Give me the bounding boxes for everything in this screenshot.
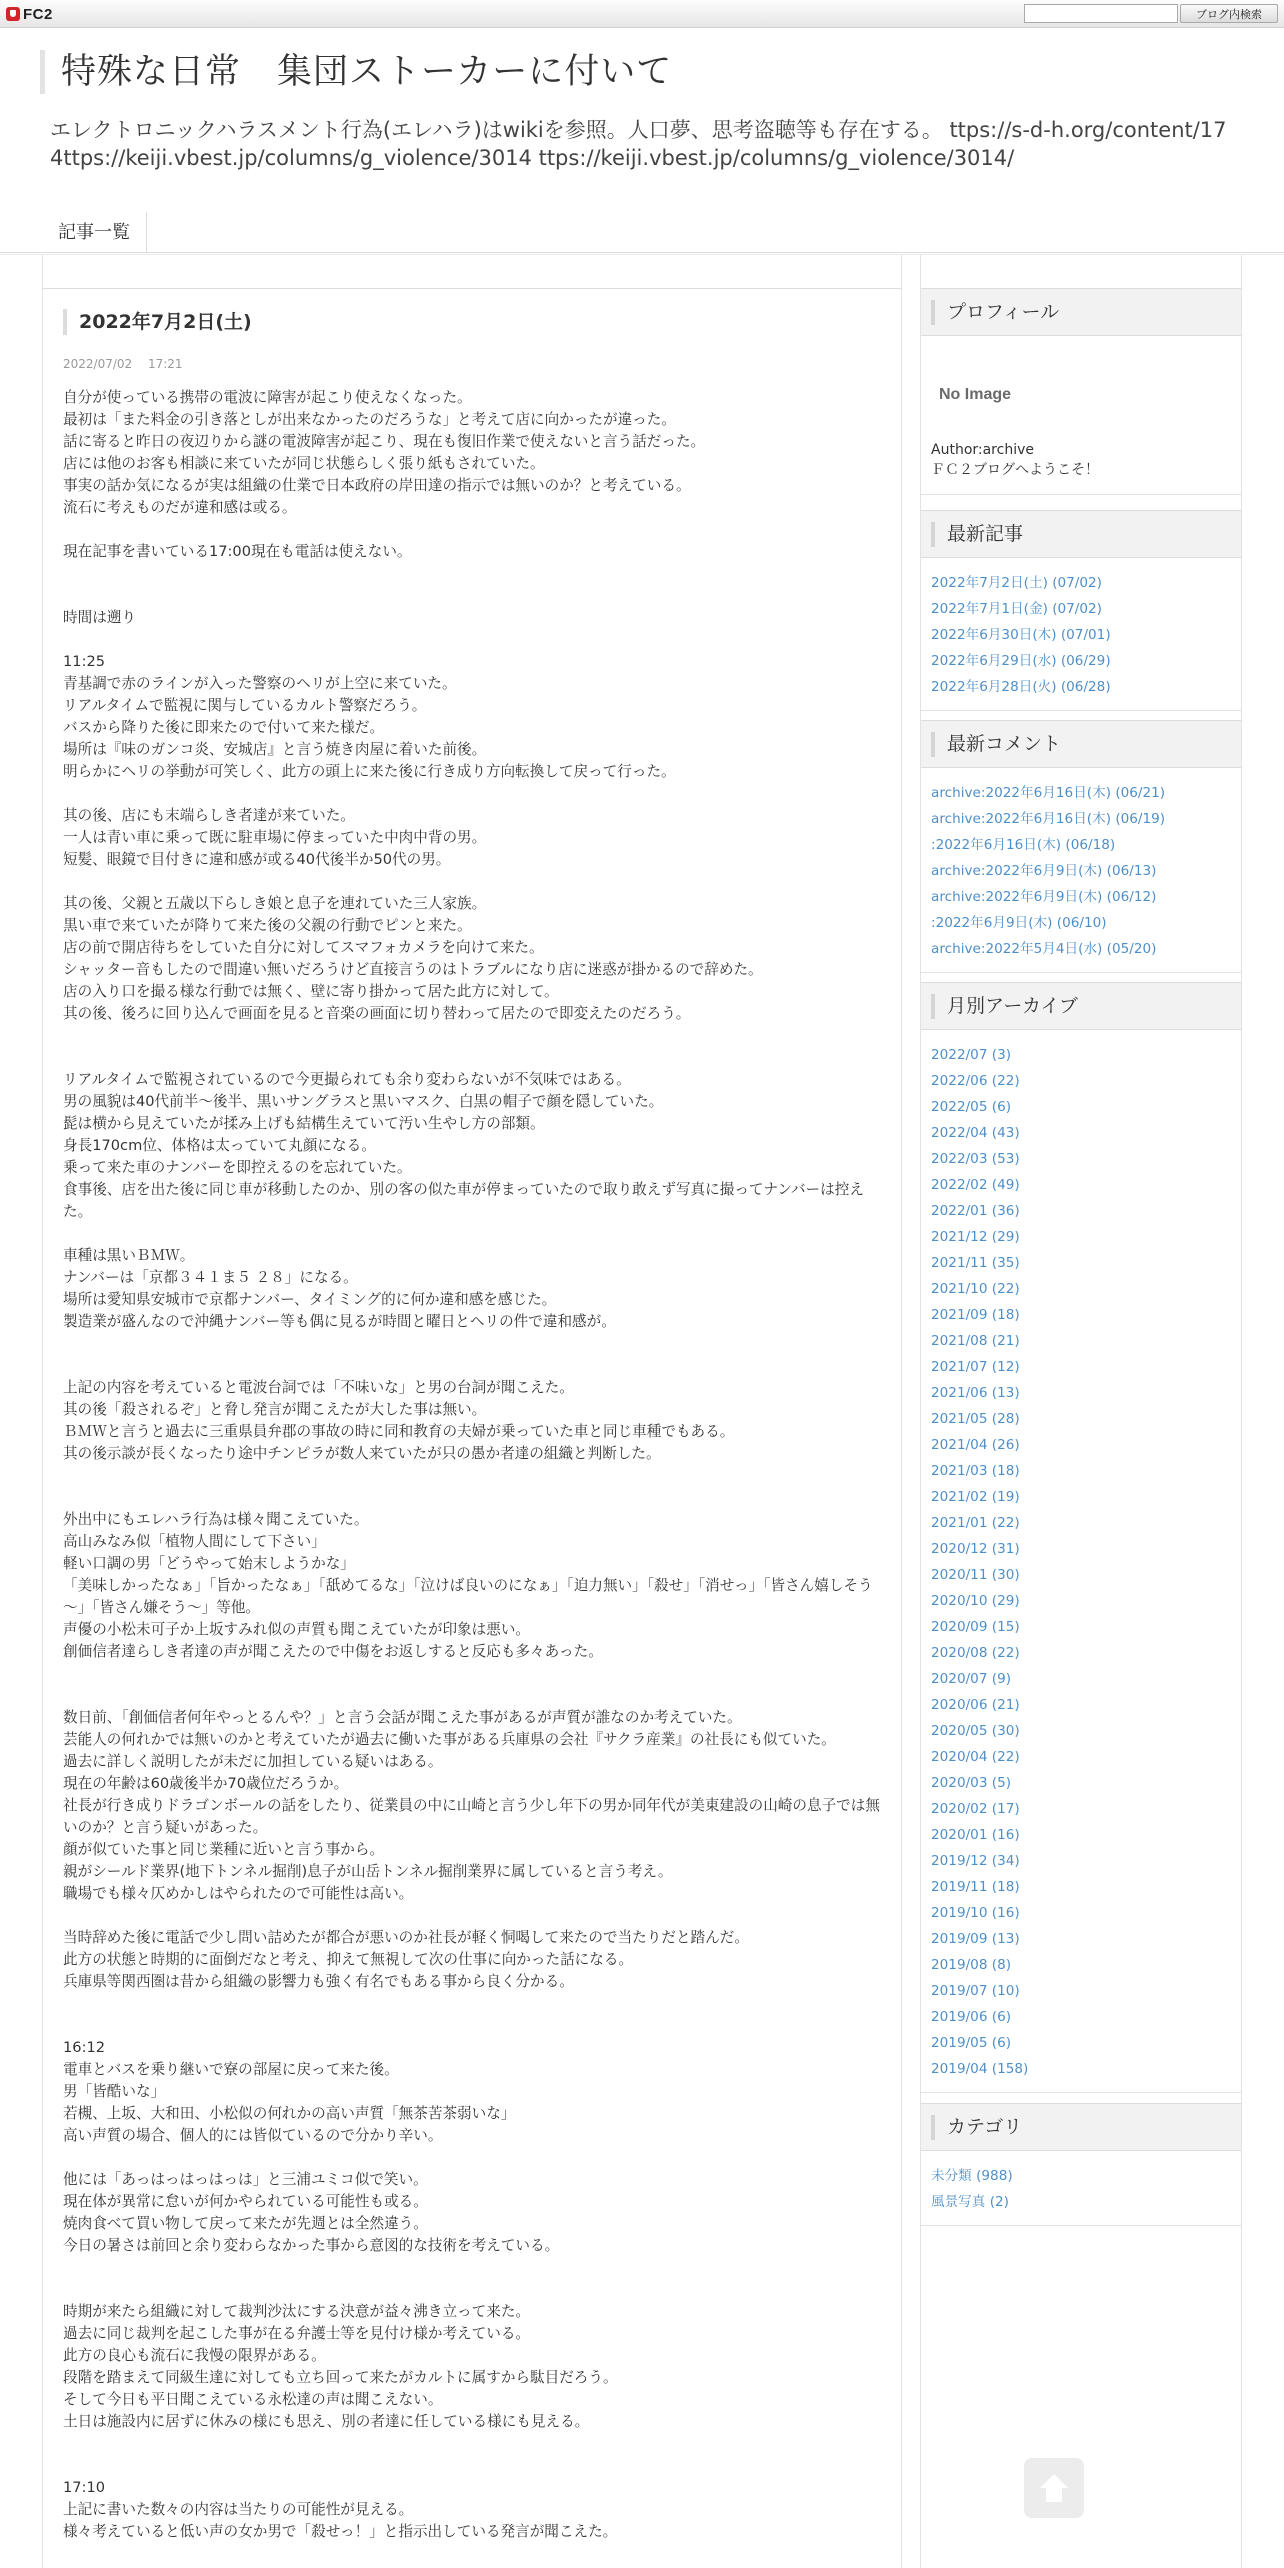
- entry-line: 過去に同じ裁判を起こした事が在る弁護士等を見付け様か考えている。: [63, 2325, 531, 2342]
- entry-line: [63, 2257, 883, 2279]
- archive-month-link[interactable]: 2022/07 (3): [931, 1047, 1012, 1063]
- entry-line: 親がシールド業界(地下トンネル掘削)息子が山岳トンネル掘削業界に属していると言う考え。: [63, 1863, 673, 1880]
- entry-line: 時期が来たら組織に対して裁判沙汰にする決意が益々沸き立って来た。: [63, 2303, 531, 2320]
- category-list: [921, 2151, 1241, 2225]
- entry-line: リアルタイムで監視されているので今更撮られても余り変わらないが不気味ではある。: [63, 1071, 631, 1088]
- entry-line: [63, 2015, 883, 2037]
- recent-comment-link[interactable]: archive:2022年5月4日(水) (05/20): [931, 941, 1157, 957]
- entry-line: 其の後、店にも末端らしき者達が来ていた。: [63, 807, 355, 824]
- archive-month-link[interactable]: 2022/05 (6): [931, 1099, 1012, 1115]
- entry-line: そして今日も平日聞こえている永松達の声は聞こえない。: [63, 2391, 443, 2408]
- archive-month-link[interactable]: 2020/01 (16): [931, 1827, 1020, 1843]
- blog-entry: [43, 288, 901, 2568]
- entry-line: 軽い口調の男「どうやって始末しようかな」: [63, 1555, 355, 1572]
- archive-month-link[interactable]: 2019/06 (6): [931, 2009, 1012, 2025]
- entry-line: [63, 1333, 883, 1355]
- entry-line: 高い声質の場合、個人的には皆似ているので分かり辛い。: [63, 2127, 443, 2144]
- entry-line: 其の後示談が長くなったり途中チンピラが数人来ていたが只の愚か者達の組織と判断した。: [63, 1445, 661, 1462]
- archive-month-link[interactable]: 2020/02 (17): [931, 1801, 1020, 1817]
- entry-line: [63, 783, 883, 805]
- entry-line: 店には他のお客も相談に来ていたが同じ状態らしく張り紙もされていた。: [63, 455, 545, 472]
- entry-line: 短髪、眼鏡で目付きに違和感が或る40代後半か50代の男。: [63, 851, 451, 868]
- entry-line: 焼肉食べて買い物して戻って来たが先週とは全然違う。: [63, 2215, 428, 2232]
- entry-line: [63, 2147, 883, 2169]
- entry-line: 此方の状態と時期的に面倒だなと考え、抑えて無視して次の仕事に向かった話になる。: [63, 1951, 634, 1968]
- entry-line: 身長170cm位、体格は太っていて丸顔になる。: [63, 1137, 376, 1154]
- entry-line: 明らかにヘリの挙動が可笑しく、此方の頭上に来た後に行き成り方向転換して戻って行った。: [63, 763, 676, 780]
- archive-month-link[interactable]: 2022/04 (43): [931, 1125, 1020, 1141]
- entry-line: [63, 1905, 883, 1927]
- entry-line: 16:12: [63, 2039, 106, 2056]
- entry-line: 食事後、店を出た後に同じ車が移動したのか、別の客の似た車が停まっていたので取り敢えず写真に撮ってナンバーは控えた。: [63, 1181, 864, 1220]
- entry-line: 芸能人の何れかでは無いのかと考えていたが過去に働いた事がある兵庫県の会社『サクラ産業』の社長にも似ていた。: [63, 1731, 836, 1748]
- entry-line: バスから降りた後に即来たので付いて来た様だ。: [63, 719, 385, 736]
- fc2-logo-text: FC2: [23, 5, 53, 23]
- entry-line: 店の入り口を撮る様な行動では無く、壁に寄り掛かって居た此方に対して。: [63, 983, 559, 1000]
- archive-month-link[interactable]: 2019/08 (8): [931, 1957, 1012, 1973]
- entry-line: 流石に考えものだが違和感は或る。: [63, 499, 297, 516]
- recent-comments-list: [921, 768, 1241, 972]
- entry-line: 製造業が盛んなので沖縄ナンバー等も偶に見るが時間と曜日とヘリの件で違和感が。: [63, 1313, 616, 1330]
- entry-line: 声優の小松未可子か上坂すみれ似の声質も聞こえていたが印象は悪い。: [63, 1621, 531, 1638]
- recent-comments-plugin: [921, 720, 1241, 973]
- entry-line: 一人は青い車に乗って既に駐車場に停まっていた中肉中背の男。: [63, 829, 487, 846]
- arrow-up-icon: [1034, 2468, 1074, 2508]
- entry-line: 車種は黒いＢＭＷ。: [63, 1247, 195, 1264]
- entry-line: 現在の年齢は60歳後半か70歳位だろうか。: [63, 1775, 349, 1792]
- archive-month-link[interactable]: 2021/12 (29): [931, 1229, 1020, 1245]
- monthly-archive-heading-bar: [921, 982, 1241, 1030]
- fc2-logo-icon: [6, 7, 20, 21]
- recent-entries-list: [921, 558, 1241, 710]
- scroll-to-top-button[interactable]: [1024, 2458, 1084, 2518]
- category-link[interactable]: 未分類 (988): [931, 2168, 1013, 2184]
- archive-month-link[interactable]: 2022/03 (53): [931, 1151, 1020, 1167]
- archive-month-link[interactable]: 2020/04 (22): [931, 1749, 1020, 1765]
- entry-line: 今日の暑さは前回と余り変わらなかった事から意図的な技術を考えている。: [63, 2237, 560, 2254]
- entry-date: 2022/07/02 17:21: [63, 357, 183, 371]
- global-nav: [42, 212, 147, 252]
- entry-line: [63, 1047, 883, 1069]
- archive-month-link[interactable]: 2021/04 (26): [931, 1437, 1020, 1453]
- entry-line: [63, 1993, 883, 2015]
- archive-month-link[interactable]: 2020/11 (30): [931, 1567, 1020, 1583]
- archive-month-link[interactable]: 2022/02 (49): [931, 1177, 1020, 1193]
- entry-line: 顔が似ていた事と同じ業種に近いと言う事から。: [63, 1841, 385, 1858]
- category-heading-bar: [921, 2103, 1241, 2151]
- entry-line: 自分が使っている携帯の電波に障害が起こり使えなくなった。: [63, 389, 472, 406]
- entry-line: 話に寄ると昨日の夜辺りから謎の電波障害が起こり、現在も復旧作業で使えないと言う話だった。: [63, 433, 706, 450]
- archive-month-link[interactable]: 2020/08 (22): [931, 1645, 1020, 1661]
- entry-line: 男「皆酷いな」: [63, 2083, 166, 2100]
- blog-search-input[interactable]: [1024, 4, 1178, 23]
- entry-line: 数日前、「創価信者何年やっとるんや？」と言う会話が聞こえた事があるが声質が誰なのか考えていた。: [63, 1709, 742, 1726]
- entry-line: 黒い車で来ていたが降りて来た後の父親の行動でピンと来た。: [63, 917, 472, 934]
- entry-line: 時間は遡り: [63, 609, 136, 626]
- recent-comments-heading-bar: [921, 720, 1241, 768]
- entry-line: 過去に詳しく説明したが未だに加担している疑いはある。: [63, 1753, 443, 1770]
- entry-line: [63, 585, 883, 607]
- entry-line: 現在記事を書いている17:00現在も電話は使えない。: [63, 543, 412, 560]
- entry-line: [63, 2455, 883, 2477]
- profile-noimage: No Image: [939, 386, 1012, 403]
- archive-month-link[interactable]: 2021/08 (21): [931, 1333, 1020, 1349]
- blog-title[interactable]: 特殊な日常 集団ストーカーに付いて: [40, 50, 672, 94]
- archive-month-link[interactable]: 2020/06 (21): [931, 1697, 1020, 1713]
- archive-month-link[interactable]: 2019/11 (18): [931, 1879, 1020, 1895]
- archive-month-link[interactable]: 2020/07 (9): [931, 1671, 1012, 1687]
- recent-entry-link[interactable]: 2022年6月28日(火) (06/28): [931, 679, 1111, 695]
- entry-line: 土日は施設内に居ずに休みの様にも思え、別の者達に任している様にも見える。: [63, 2413, 590, 2430]
- entry-line: 事実の話か気になるが実は組織の仕業で日本政府の岸田達の指示では無いのか？と考えている。: [63, 477, 691, 494]
- entry-body: [63, 387, 883, 2543]
- entry-line: [63, 563, 883, 585]
- nav-item-article-list[interactable]: 記事一覧: [42, 212, 147, 252]
- archive-month-link[interactable]: 2021/07 (12): [931, 1359, 1020, 1375]
- entry-line: [63, 1355, 883, 1377]
- archive-month-link[interactable]: 2021/11 (35): [931, 1255, 1020, 1271]
- recent-entry-link[interactable]: 2022年6月29日(水) (06/29): [931, 653, 1111, 669]
- recent-comment-link[interactable]: archive:2022年6月9日(木) (06/13): [931, 863, 1157, 879]
- entry-line: [63, 1025, 883, 1047]
- entry-line: 其の後、後ろに回り込んで画面を見ると音楽の画面に切り替わって居たので即変えたのだろう。: [63, 1005, 691, 1022]
- entry-line: 創価信者達らしき者達の声が聞こえたので中傷をお返しすると反応も多々あった。: [63, 1643, 603, 1660]
- profile-heading: プロフィール: [931, 300, 1059, 325]
- entry-line: リアルタイムで監視に関与しているカルト警察だろう。: [63, 697, 427, 714]
- recent-entries-heading-bar: [921, 510, 1241, 558]
- entry-line: 外出中にもエレハラ行為は様々聞こえていた。: [63, 1511, 369, 1528]
- recent-comment-link[interactable]: :2022年6月9日(木) (06/10): [931, 915, 1107, 931]
- entry-line: 段階を踏まえて同級生達に対しても立ち回って来たがカルトに属すから駄目だろう。: [63, 2369, 618, 2386]
- blog-description: エレクトロニックハラスメント行為(エレハラ)はwikiを参照。人口夢、思考盗聴等も存在する。 ttps://s-d-h.org/content/174ttps://keiji.vbest.jp/columns/g_violence/3014 ttps://keiji.vbest.jp/columns/g_violence/3014/: [50, 118, 1227, 170]
- archive-month-link[interactable]: 2021/09 (18): [931, 1307, 1020, 1323]
- monthly-archive-heading: 月別アーカイブ: [931, 994, 1078, 1019]
- entry-line: 上記の内容を考えていると電波台詞では「不味いな」と男の台詞が聞こえた。: [63, 1379, 574, 1396]
- category-plugin: [921, 2103, 1241, 2226]
- entry-line: [63, 1685, 883, 1707]
- monthly-archive-list: [921, 1030, 1241, 2092]
- entry-line: 其の後、父親と五歳以下らしき娘と息子を連れていた三人家族。: [63, 895, 487, 912]
- archive-month-link[interactable]: 2021/10 (22): [931, 1281, 1020, 1297]
- archive-month-link[interactable]: 2020/05 (30): [931, 1723, 1020, 1739]
- recent-comment-link[interactable]: :2022年6月16日(木) (06/18): [931, 837, 1116, 853]
- recent-entry-link[interactable]: 2022年7月2日(土) (07/02): [931, 575, 1102, 591]
- entry-line: [63, 2433, 883, 2455]
- archive-month-link[interactable]: 2019/12 (34): [931, 1853, 1020, 1869]
- recent-entry-link[interactable]: 2022年7月1日(金) (07/02): [931, 601, 1102, 617]
- entry-line: 上記に書いた数々の内容は当たりの可能性が見える。: [63, 2501, 414, 2518]
- archive-month-link[interactable]: 2019/10 (16): [931, 1905, 1020, 1921]
- entry-line: ＢＭＷと言うと過去に三重県員弁郡の事故の時に同和教育の夫婦が乗っていた車と同じ車種でもある。: [63, 1423, 735, 1440]
- archive-month-link[interactable]: 2019/09 (13): [931, 1931, 1020, 1947]
- entry-line: 最初は「また料金の引き落としが出来なかったのだろうな」と考えて店に向かったが違った。: [63, 411, 676, 428]
- blog-search-button[interactable]: ブログ内検索: [1180, 4, 1278, 23]
- profile-author: Author:archive: [931, 442, 1034, 458]
- sidebar: [920, 255, 1242, 2568]
- entry-title[interactable]: 2022年7月2日(土): [63, 309, 252, 335]
- entry-line: 男の風貌は40代前半～後半、黒いサングラスと黒いマスク、白黒の帽子で顔を隠していた。: [63, 1093, 664, 1110]
- entry-line: 店の前で開店待ちをしていた自分に対してスマフォカメラを向けて来た。: [63, 939, 544, 956]
- fc2-header-bar: [0, 0, 1284, 28]
- entry-line: 其の後「殺されるぞ」と脅し発言が聞こえたが大した事は無い。: [63, 1401, 487, 1418]
- entry-line: 場所は愛知県安城市で京都ナンバー、タイミング的に何か違和感を感じた。: [63, 1291, 557, 1308]
- entry-line: 当時辞めた後に電話で少し問い詰めたが都合が悪いのか社長が軽く恫喝して来たので当たりだと踏んだ。: [63, 1929, 749, 1946]
- entry-line: [63, 1487, 883, 1509]
- archive-month-link[interactable]: 2019/07 (10): [931, 1983, 1020, 1999]
- entry-line: [63, 629, 883, 651]
- recent-comment-link[interactable]: archive:2022年6月16日(木) (06/19): [931, 811, 1166, 827]
- entry-line: 若槻、上坂、大和田、小松似の何れかの高い声質「無茶苦茶弱いな」: [63, 2105, 516, 2122]
- recent-entry-link[interactable]: 2022年6月30日(木) (07/01): [931, 627, 1111, 643]
- profile-heading-bar: [921, 288, 1241, 336]
- entry-line: ナンバーは「京都３４１ま５ ２８」になる。: [63, 1269, 358, 1286]
- archive-month-link[interactable]: 2019/04 (158): [931, 2061, 1029, 2077]
- main-column: [42, 255, 902, 2568]
- entry-line: 社長が行き成りドラゴンボールの話をしたり、従業員の中に山崎と言う少し年下の男か同年代が美東建設の山崎の息子では無いのか？と言う疑いがあった。: [63, 1797, 880, 1836]
- entry-line: 青基調で赤のラインが入った警察のヘリが上空に来ていた。: [63, 675, 457, 692]
- archive-month-link[interactable]: 2020/03 (5): [931, 1775, 1012, 1791]
- monthly-archive-plugin: [921, 982, 1241, 2093]
- entry-line: 此方の良心も流石に我慢の限界がある。: [63, 2347, 326, 2364]
- recent-comment-link[interactable]: archive:2022年6月16日(木) (06/21): [931, 785, 1166, 801]
- archive-month-link[interactable]: 2021/06 (13): [931, 1385, 1020, 1401]
- recent-comment-link[interactable]: archive:2022年6月9日(木) (06/12): [931, 889, 1157, 905]
- archive-month-link[interactable]: 2021/03 (18): [931, 1463, 1020, 1479]
- entry-line: 場所は『味のガンコ炎、安城店』と言う焼き肉屋に着いた前後。: [63, 741, 487, 758]
- entry-line: 「美味しかったなぁ」「旨かったなぁ」「舐めてるな」「泣けば良いのになぁ」「迫力無い」「殺せ」「消せっ」「皆さん嬉しそう～」「皆さん嫌そう～」等他。: [63, 1577, 873, 1616]
- archive-month-link[interactable]: 2021/02 (19): [931, 1489, 1020, 1505]
- entry-line: 様々考えていると低い声の女か男で「殺せっ！」と指示出している発言が聞こえた。: [63, 2523, 618, 2540]
- entry-line: シャッター音もしたので間違い無いだろうけど直接言うのはトラブルになり店に迷惑が掛かるので辞めた。: [63, 961, 763, 978]
- category-heading: カテゴリ: [931, 2115, 1022, 2140]
- recent-comments-heading: 最新コメント: [931, 732, 1061, 757]
- archive-month-link[interactable]: 2019/05 (6): [931, 2035, 1012, 2051]
- entry-line: 高山みなみ似「植物人間にして下さい」: [63, 1533, 326, 1550]
- profile-plugin: [921, 288, 1241, 495]
- profile-welcome: ＦＣ２ブログへようこそ！: [931, 462, 1099, 478]
- entry-line: 17:10: [63, 2479, 106, 2496]
- archive-month-link[interactable]: 2022/06 (22): [931, 1073, 1020, 1089]
- fc2-logo[interactable]: [6, 4, 53, 24]
- entry-line: 電車とバスを乗り継いで寮の部屋に戻って来た後。: [63, 2061, 399, 2078]
- entry-line: 髭は横から見えていたが揉み上げも結構生えていて汚い生やし方の部類。: [63, 1115, 545, 1132]
- entry-line: [63, 1465, 883, 1487]
- recent-entries-plugin: [921, 510, 1241, 711]
- entry-line: [63, 871, 883, 893]
- entry-line: [63, 2279, 883, 2301]
- archive-month-link[interactable]: 2022/01 (36): [931, 1203, 1020, 1219]
- entry-line: 乗って来た車のナンバーを即控えるのを忘れていた。: [63, 1159, 412, 1176]
- entry-line: 他には「あっはっはっはっは」と三浦ユミコ似で笑い。: [63, 2171, 428, 2188]
- entry-line: 兵庫県等関西圏は昔から組織の影響力も強く有名でもある事から良く分かる。: [63, 1973, 574, 1990]
- entry-line: 現在体が異常に怠いが何かやられている可能性も或る。: [63, 2193, 428, 2210]
- entry-line: 11:25: [63, 653, 106, 670]
- entry-line: [63, 1663, 883, 1685]
- archive-month-link[interactable]: 2020/12 (31): [931, 1541, 1020, 1557]
- archive-month-link[interactable]: 2020/10 (29): [931, 1593, 1020, 1609]
- category-link[interactable]: 風景写真 (2): [931, 2194, 1009, 2210]
- entry-line: 職場でも様々仄めかしはやられたので可能性は高い。: [63, 1885, 414, 1902]
- entry-line: [63, 519, 883, 541]
- archive-month-link[interactable]: 2021/01 (22): [931, 1515, 1020, 1531]
- archive-month-link[interactable]: 2020/09 (15): [931, 1619, 1020, 1635]
- recent-entries-heading: 最新記事: [931, 522, 1023, 547]
- archive-month-link[interactable]: 2021/05 (28): [931, 1411, 1020, 1427]
- entry-line: [63, 1223, 883, 1245]
